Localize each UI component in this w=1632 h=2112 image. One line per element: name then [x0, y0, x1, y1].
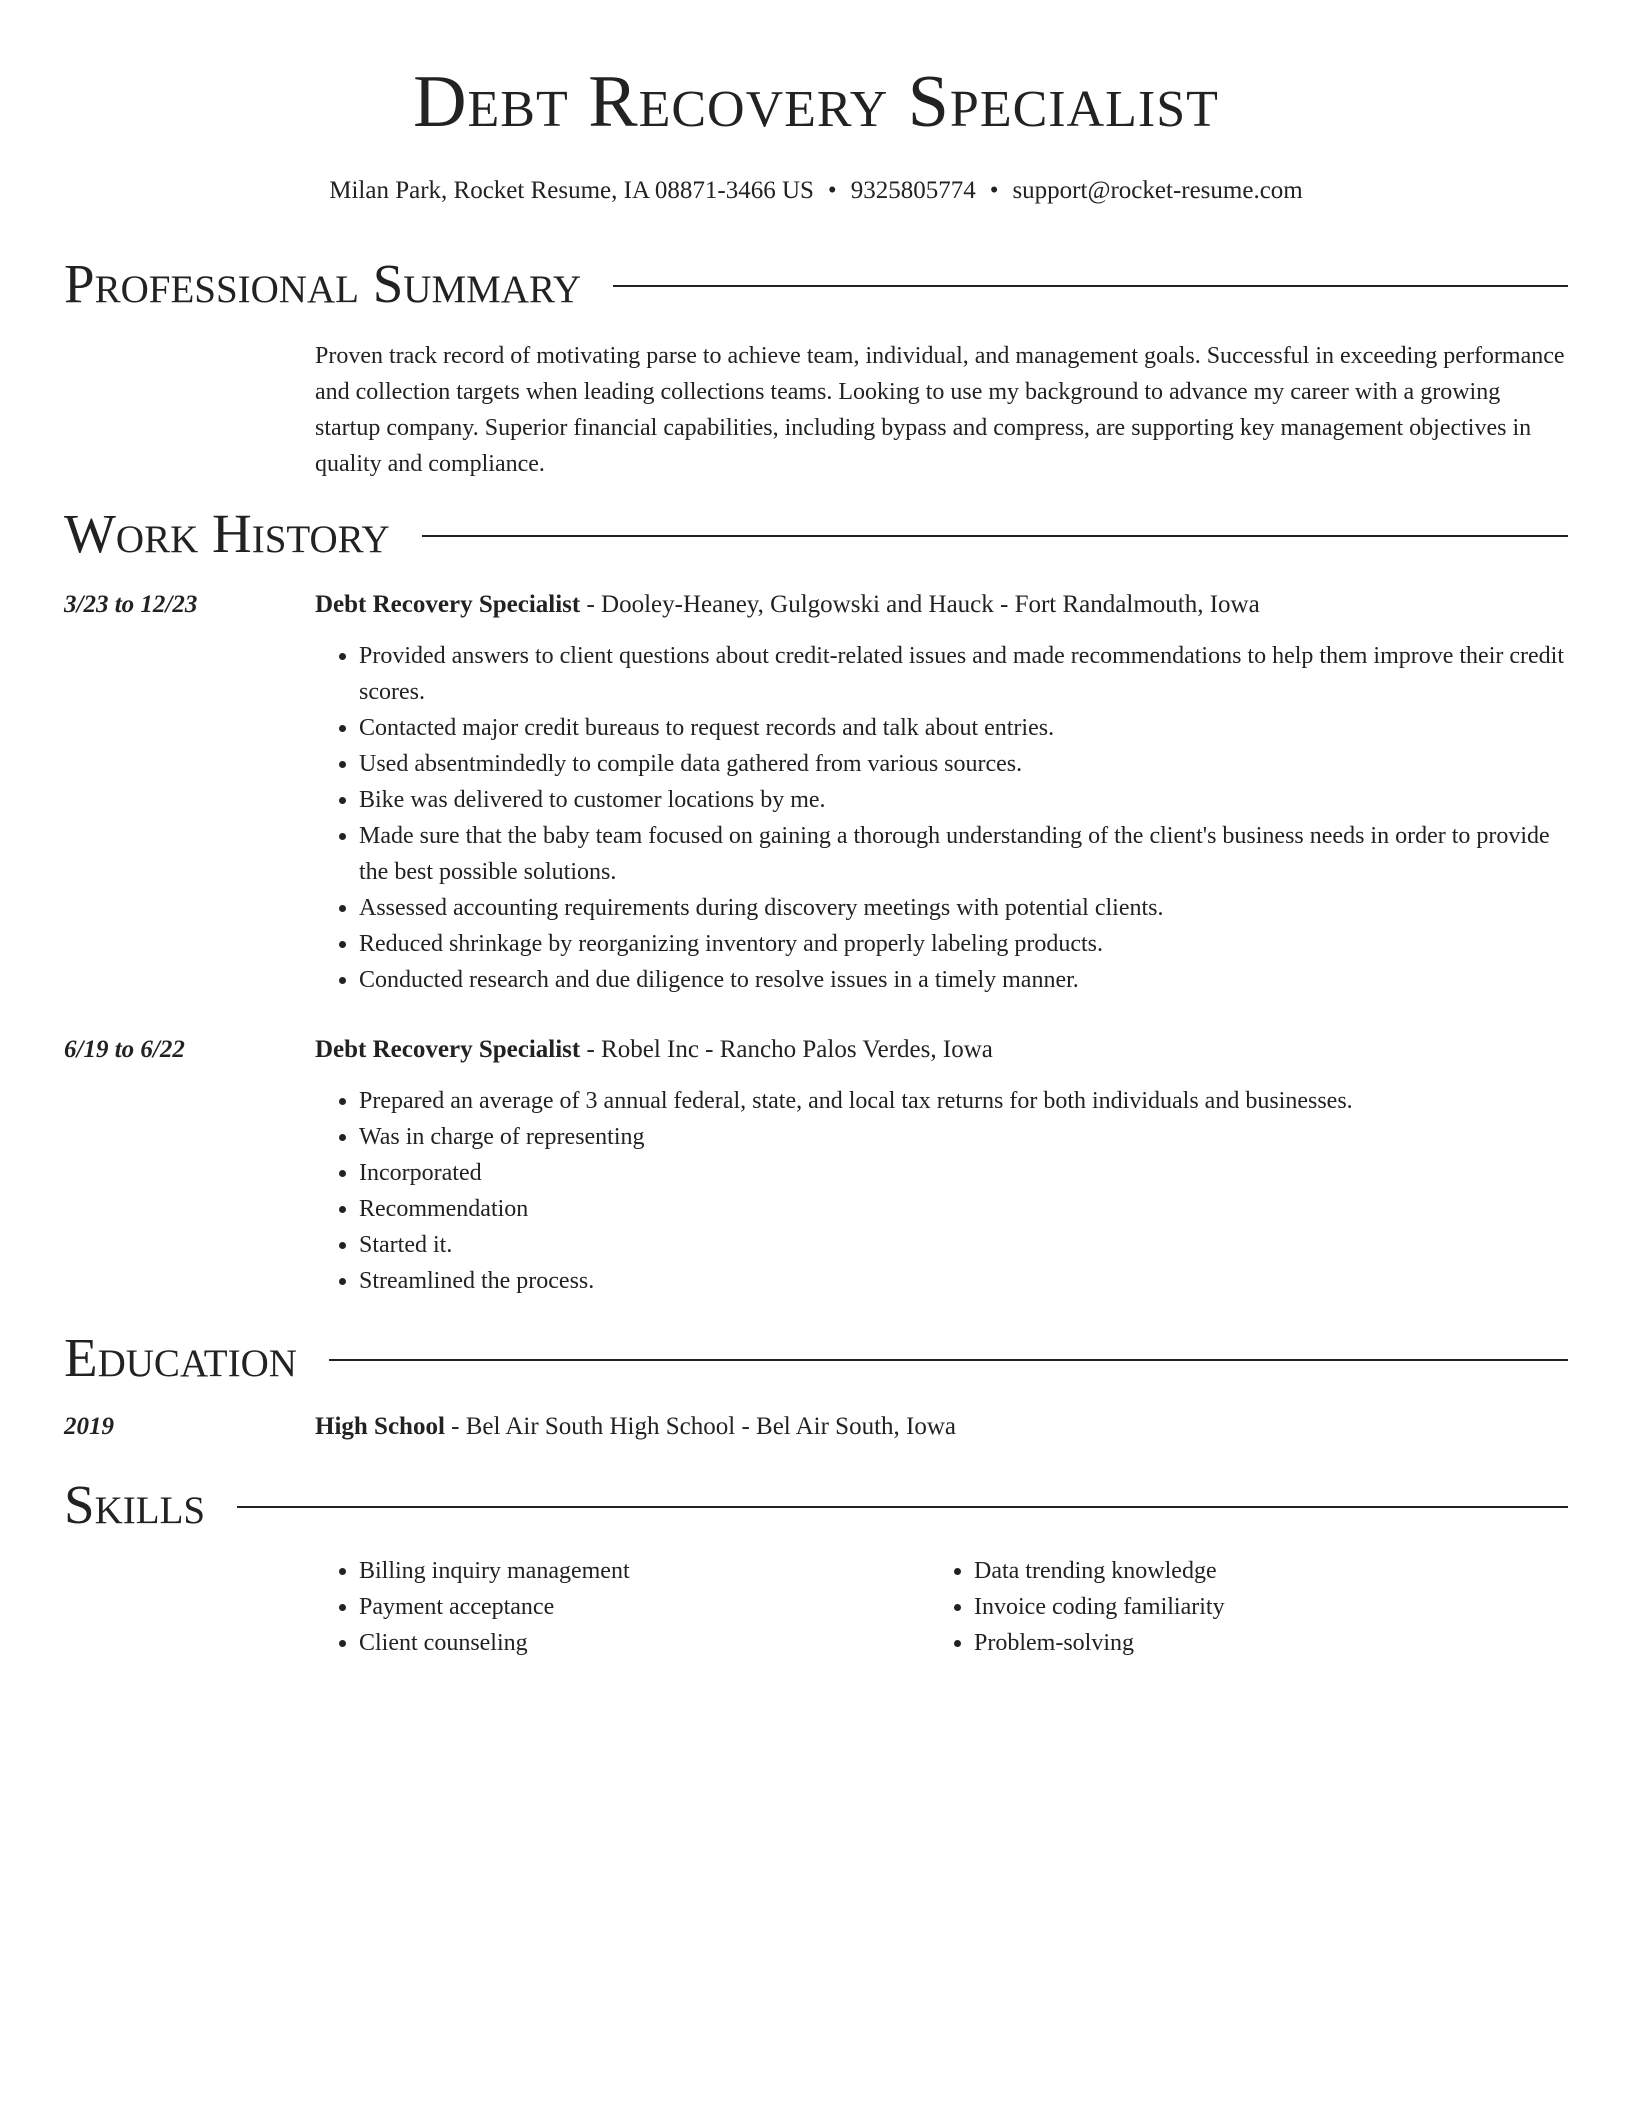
section-divider — [422, 535, 1568, 537]
job-title-line — [315, 587, 1568, 623]
job-bullets — [315, 638, 1568, 998]
list-item: • Incorporated — [359, 1155, 1568, 1191]
skills-list-left — [315, 1553, 919, 1661]
section-title: Professional Summary — [64, 253, 582, 314]
section-title: Skills — [64, 1474, 206, 1535]
job-dates: 6/19 to 6/22 — [64, 1036, 185, 1063]
section-divider — [237, 1506, 1568, 1508]
skill-item: • Problem-solving — [974, 1625, 1574, 1661]
section-divider — [613, 285, 1568, 287]
list-item: • Streamlined the process. — [359, 1263, 1568, 1299]
contact-email: support@rocket-resume.com — [1012, 177, 1303, 204]
education-line — [315, 1409, 1568, 1445]
list-item: • Made sure that the baby team focused on gaining a thorough understanding of the client's business needs in order to provide the best possible solutions. — [359, 818, 1568, 890]
list-item: • Reduced shrinkage by reorganizing inventory and properly labeling products. — [359, 926, 1568, 962]
section-education-heading — [64, 1326, 1568, 1390]
skill-item: • Data trending knowledge — [974, 1553, 1574, 1589]
list-item: • Contacted major credit bureaus to request records and talk about entries. — [359, 710, 1568, 746]
job-employer: - Dooley-Heaney, Gulgowski and Hauck - Fort Randalmouth, Iowa — [580, 591, 1260, 618]
contact-phone: 9325805774 — [850, 177, 976, 204]
contact-address: Milan Park, Rocket Resume, IA 08871-3466 US — [329, 177, 814, 204]
skill-item: • Billing inquiry management — [359, 1553, 919, 1589]
education-school: - Bel Air South High School - Bel Air South, Iowa — [444, 1413, 957, 1440]
skills-list-right — [930, 1553, 1574, 1661]
contact-separator: • — [989, 177, 999, 204]
section-title: Work History — [64, 503, 390, 564]
list-item: • Recommendation — [359, 1191, 1568, 1227]
section-summary-heading — [64, 252, 1568, 316]
section-divider — [329, 1359, 1568, 1361]
section-work-heading — [64, 502, 1568, 566]
skill-item: • Payment acceptance — [359, 1589, 919, 1625]
list-item: • Was in charge of representing — [359, 1119, 1568, 1155]
list-item: • Provided answers to client questions about credit-related issues and made recommendations to help them improve their credit scores. — [359, 638, 1568, 710]
section-skills-heading — [64, 1473, 1568, 1537]
job-role: Debt Recovery Specialist — [315, 1036, 581, 1063]
list-item: • Prepared an average of 3 annual federal, state, and local tax returns for both individuals and businesses. — [359, 1083, 1568, 1119]
education-year: 2019 — [64, 1413, 114, 1440]
list-item: • Started it. — [359, 1227, 1568, 1263]
contact-separator: • — [827, 177, 837, 204]
education-degree: High School — [315, 1413, 445, 1440]
job-title-line — [315, 1032, 1568, 1068]
list-item: • Conducted research and due diligence to resolve issues in a timely manner. — [359, 962, 1568, 998]
job-bullets — [315, 1083, 1568, 1299]
contact-line — [64, 174, 1568, 208]
skill-item: • Invoice coding familiarity — [974, 1589, 1574, 1625]
section-title: Education — [64, 1327, 297, 1388]
job-dates: 3/23 to 12/23 — [64, 591, 198, 618]
candidate-name: Debt Recovery Specialist — [413, 61, 1219, 143]
job-role: Debt Recovery Specialist — [315, 591, 581, 618]
job-employer: - Robel Inc - Rancho Palos Verdes, Iowa — [580, 1036, 993, 1063]
list-item: • Bike was delivered to customer locations by me. — [359, 782, 1568, 818]
list-item: • Assessed accounting requirements during discovery meetings with potential clients. — [359, 890, 1568, 926]
skill-item: • Client counseling — [359, 1625, 919, 1661]
summary-text: Proven track record of motivating parse to achieve team, individual, and management goals. Successful in exceeding performance and collection targets when leading collections teams. Looking to use my background to advance my career with a growing startup company. Superior financial capabilities, including bypass and compress, are supporting key management objectives in quality and compliance. — [315, 343, 1565, 477]
list-item: • Used absentmindedly to compile data gathered from various sources. — [359, 746, 1568, 782]
